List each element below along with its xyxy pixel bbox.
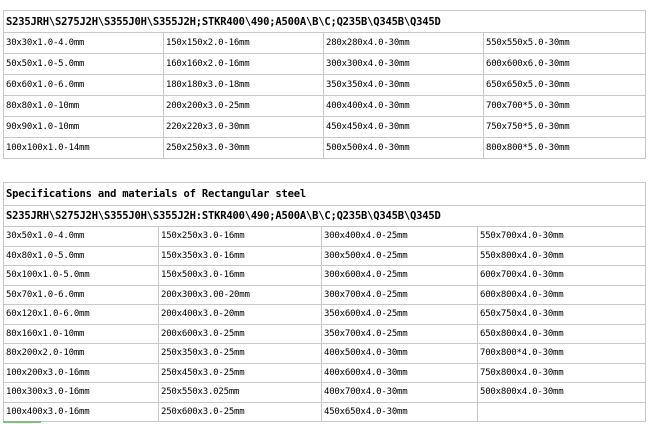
table-cell: 500x800x4.0-30mm	[478, 383, 646, 403]
table-cell: 300x600x4.0-25mm	[322, 266, 478, 286]
table-cell: 800x800*5.0-30mm	[484, 138, 646, 159]
table-cell: 30x30x1.0-4.0mm	[4, 33, 164, 54]
table-cell: 150x150x2.0-16mm	[164, 33, 324, 54]
table-cell: 250x350x3.0-25mm	[159, 344, 322, 364]
table-cell: 60x60x1.0-6.0mm	[4, 75, 164, 96]
table-cell: 100x400x3.0-16mm	[4, 402, 159, 422]
table-cell: 150x350x3.0-16mm	[159, 246, 322, 266]
table-cell	[478, 402, 646, 422]
table-cell: 50x70x1.0-6.0mm	[4, 285, 159, 305]
table-row	[4, 246, 646, 266]
table-cell: 400x700x4.0-30mm	[322, 383, 478, 403]
table-cell: 250x550x3.025mm	[159, 383, 322, 403]
table-cell: 700x700*5.0-30mm	[484, 96, 646, 117]
table-cell: 600x800x4.0-30mm	[478, 285, 646, 305]
table-header-row	[4, 11, 646, 33]
table-cell: 600x700x4.0-30mm	[478, 266, 646, 286]
table-cell: 30x50x1.0-4.0mm	[4, 227, 159, 247]
table-cell: 100x100x1.0-14mm	[4, 138, 164, 159]
table-cell: 300x500x4.0-25mm	[322, 246, 478, 266]
table-row	[4, 305, 646, 325]
table-cell: 200x400x3.0-20mm	[159, 305, 322, 325]
rectangular-steel-table	[3, 182, 646, 422]
table-title-row	[4, 183, 646, 206]
table-cell: 180x180x3.0-18mm	[164, 75, 324, 96]
table-row	[4, 54, 646, 75]
table-cell: 200x200x3.0-25mm	[164, 96, 324, 117]
table-row	[4, 383, 646, 403]
table-cell: 700x800*4.0-30mm	[478, 344, 646, 364]
table-row	[4, 138, 646, 159]
table-row	[4, 33, 646, 54]
table-cell: 550x550x5.0-30mm	[484, 33, 646, 54]
table-cell: 200x300x3.00-20mm	[159, 285, 322, 305]
table-cell: 300x400x4.0-25mm	[322, 227, 478, 247]
table-cell: 80x200x2.0-10mm	[4, 344, 159, 364]
table-cell: 400x500x4.0-30mm	[322, 344, 478, 364]
table-cell: 650x750x4.0-30mm	[478, 305, 646, 325]
table-cell: 550x700x4.0-30mm	[478, 227, 646, 247]
table-cell: 90x90x1.0-10mm	[4, 117, 164, 138]
table-cell: 200x600x3.0-25mm	[159, 324, 322, 344]
table-row	[4, 363, 646, 383]
table-row	[4, 402, 646, 422]
table-cell: 50x100x1.0-5.0mm	[4, 266, 159, 286]
table-cell: 250x250x3.0-30mm	[164, 138, 324, 159]
table-cell: 60x120x1.0-6.0mm	[4, 305, 159, 325]
table-cell: 750x750*5.0-30mm	[484, 117, 646, 138]
square-steel-table	[3, 10, 646, 159]
table-header-row	[4, 206, 646, 227]
table-cell: 350x350x4.0-30mm	[324, 75, 484, 96]
table-cell: 160x160x2.0-16mm	[164, 54, 324, 75]
table-row	[4, 266, 646, 286]
table-cell: 350x700x4.0-25mm	[322, 324, 478, 344]
table-row	[4, 75, 646, 96]
table-cell: 650x650x5.0-30mm	[484, 75, 646, 96]
table-cell: 80x80x1.0-10mm	[4, 96, 164, 117]
table-cell: 100x200x3.0-16mm	[4, 363, 159, 383]
table-cell: 400x400x4.0-30mm	[324, 96, 484, 117]
table-cell: 300x700x4.0-25mm	[322, 285, 478, 305]
table-cell: 250x600x3.0-25mm	[159, 402, 322, 422]
table-cell: 500x500x4.0-30mm	[324, 138, 484, 159]
table-row	[4, 117, 646, 138]
table-row	[4, 324, 646, 344]
table-cell: 400x600x4.0-30mm	[322, 363, 478, 383]
table-row	[4, 344, 646, 364]
table-cell: 350x600x4.0-25mm	[322, 305, 478, 325]
table-row	[4, 96, 646, 117]
table-title: Specifications and materials of Rectangular steel	[4, 183, 646, 206]
table-cell: 450x650x4.0-30mm	[322, 402, 478, 422]
table-cell: 650x800x4.0-30mm	[478, 324, 646, 344]
materials-header: S235JRH\S275J2H\S355J0H\S355J2H;STKR400\490;A500A\B\C;Q235B\Q345B\Q345D	[4, 11, 646, 33]
table-cell: 450x450x4.0-30mm	[324, 117, 484, 138]
table-cell: 300x300x4.0-30mm	[324, 54, 484, 75]
table-cell: 600x600x6.0-30mm	[484, 54, 646, 75]
table-cell: 550x800x4.0-30mm	[478, 246, 646, 266]
table-cell: 250x450x3.0-25mm	[159, 363, 322, 383]
table-cell: 280x280x4.0-30mm	[324, 33, 484, 54]
table-cell: 100x300x3.0-16mm	[4, 383, 159, 403]
table-row	[4, 227, 646, 247]
table-cell: 50x50x1.0-5.0mm	[4, 54, 164, 75]
materials-header: S235JRH\S275J2H\S355J0H\S355J2H:STKR400\490;A500A\B\C;Q235B\Q345B\Q345D	[4, 206, 646, 227]
table-cell: 150x500x3.0-16mm	[159, 266, 322, 286]
table-cell: 220x220x3.0-30mm	[164, 117, 324, 138]
table-cell: 750x800x4.0-30mm	[478, 363, 646, 383]
table-cell: 80x160x1.0-10mm	[4, 324, 159, 344]
table-row	[4, 285, 646, 305]
table-cell: 40x80x1.0-5.0mm	[4, 246, 159, 266]
table-cell: 150x250x3.0-16mm	[159, 227, 322, 247]
decorative-line	[3, 421, 41, 423]
